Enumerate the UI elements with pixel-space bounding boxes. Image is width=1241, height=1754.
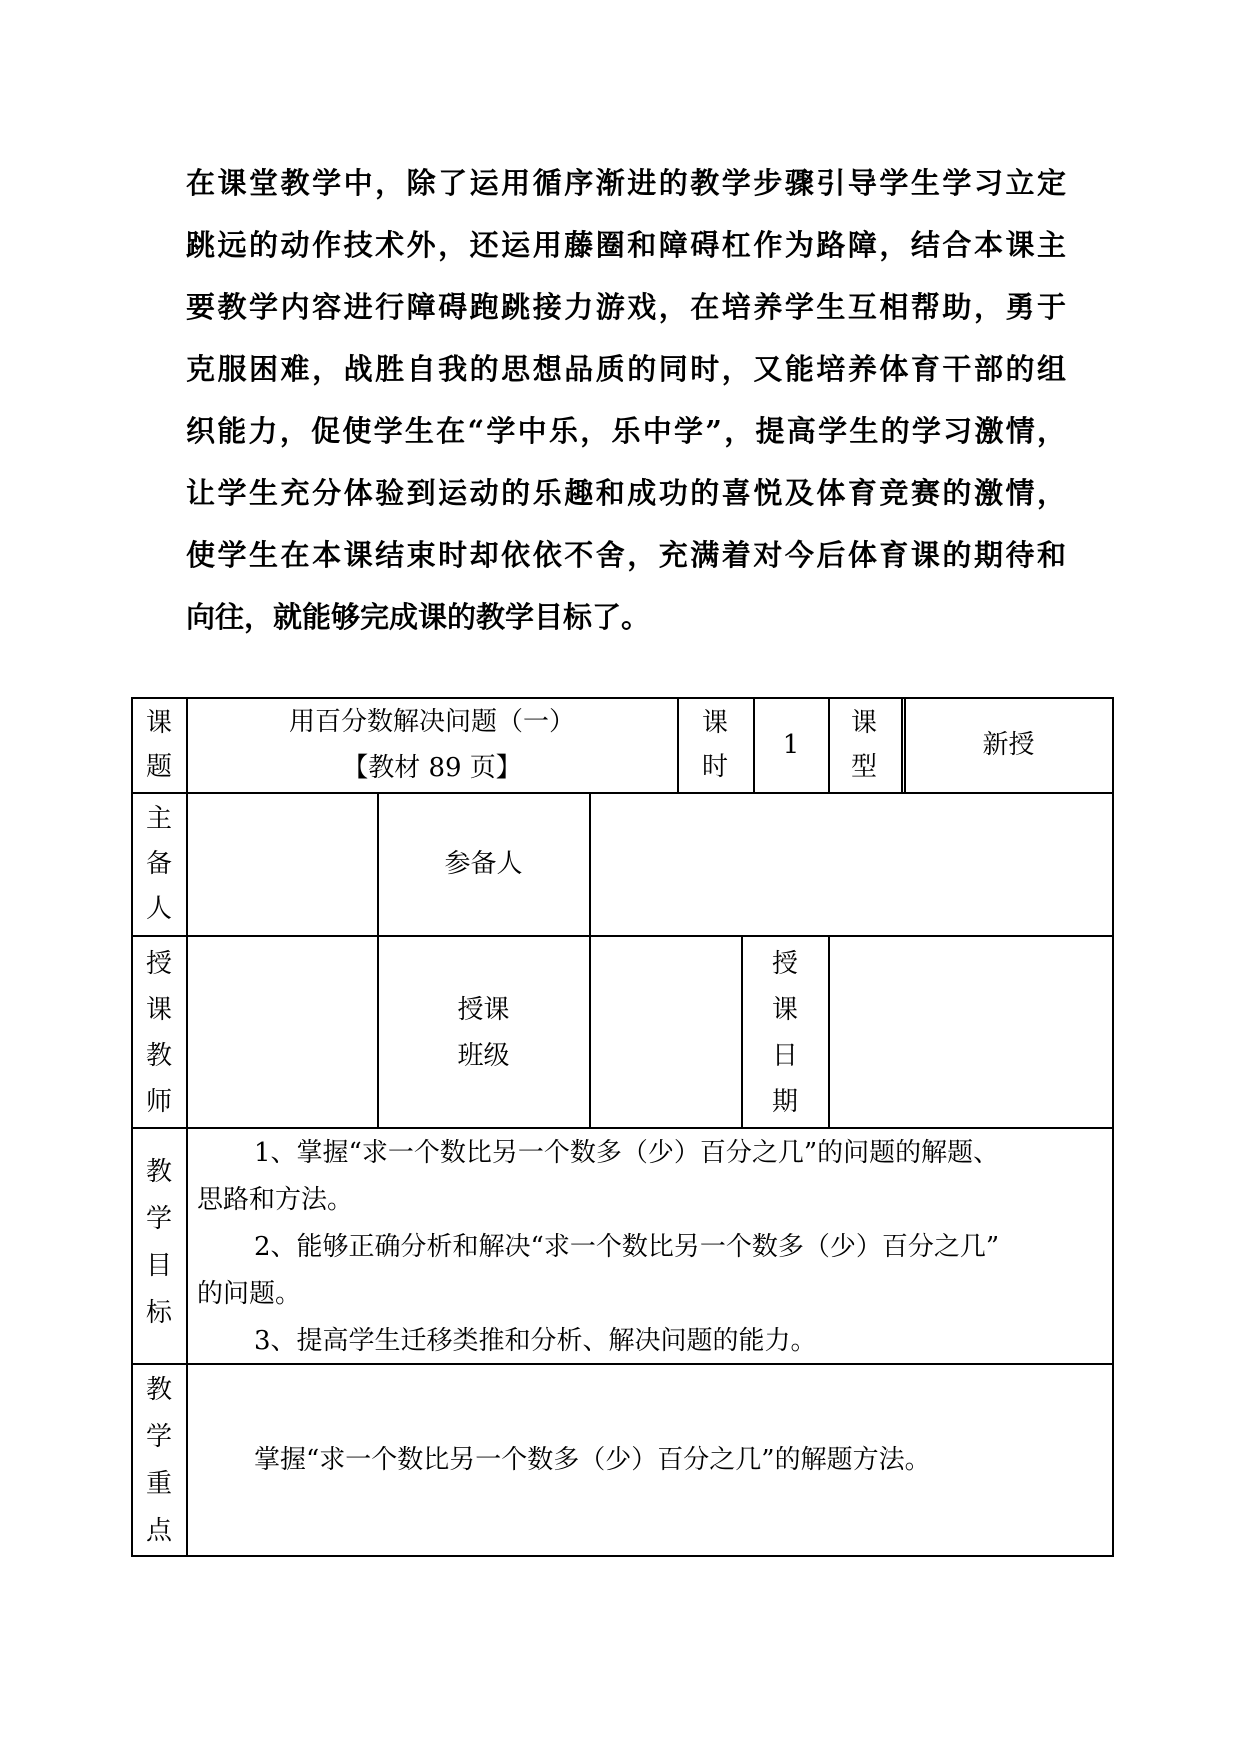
class-label-line1: 授课 xyxy=(457,995,510,1025)
type-label: 课 型 xyxy=(850,708,877,782)
focus-label: 教 学 重 点 xyxy=(145,1375,172,1546)
table-rule xyxy=(677,697,679,793)
table-rule xyxy=(131,935,1114,937)
table-rule xyxy=(131,697,133,1557)
type-value: 新授 xyxy=(982,730,1035,760)
topic-label-text: 课 题 xyxy=(145,708,172,782)
hours-label: 课 时 xyxy=(701,708,728,782)
lead-preparer-label: 主 备 人 xyxy=(145,804,172,924)
goal-1: 1、掌握“求一个数比另一个数多（少）百分之几”的问题的解题、 xyxy=(254,1138,1000,1168)
table-rule xyxy=(131,1127,1114,1129)
topic-textbook-page: 【教材 89 页】 xyxy=(342,753,522,783)
table-rule xyxy=(828,697,830,793)
intro-line: 让学生充分体验到运动的乐趣和成功的喜悦及体育竞赛的激情， xyxy=(186,476,1066,510)
intro-line: 使学生在本课结束时却依依不舍，充满着对今后体育课的期待和 xyxy=(186,538,1066,572)
topic-title: 用百分数解决问题（一） xyxy=(288,707,575,737)
intro-paragraph xyxy=(186,152,1066,648)
goal-2: 2、能够正确分析和解决“求一个数比另一个数多（少）百分之几” xyxy=(254,1232,1000,1262)
table-rule xyxy=(741,935,743,1128)
table-rule xyxy=(186,697,188,1557)
class-label-line2: 班级 xyxy=(457,1041,510,1071)
table-rule xyxy=(1112,697,1114,1557)
intro-line: 在课堂教学中，除了运用循序渐进的教学步骤引导学生学习立定 xyxy=(186,166,1066,200)
goal-2-continued: 的问题。 xyxy=(197,1279,302,1309)
goals-label: 教 学 目 标 xyxy=(145,1157,172,1328)
hours-value: 1 xyxy=(782,730,800,760)
focus-text: 掌握“求一个数比另一个数多（少）百分之几”的解题方法。 xyxy=(254,1445,931,1475)
table-rule xyxy=(589,792,591,1128)
assist-preparer-label: 参备人 xyxy=(444,849,523,879)
goal-1-continued: 思路和方法。 xyxy=(197,1185,354,1215)
goal-3: 3、提高学生迁移类推和分析、解决问题的能力。 xyxy=(254,1326,817,1356)
intro-line: 织能力，促使学生在“学中乐，乐中学”，提高学生的学习激情， xyxy=(186,414,1066,448)
intro-line: 向往，就能够完成课的教学目标了。 xyxy=(186,600,651,634)
intro-line: 克服困难，战胜自我的思想品质的同时，又能培养体育干部的组 xyxy=(186,352,1066,386)
table-rule xyxy=(131,792,1114,794)
intro-line: 要教学内容进行障碍跑跳接力游戏，在培养学生互相帮助，勇于 xyxy=(186,290,1066,324)
teacher-label: 授 课 教 师 xyxy=(145,949,172,1117)
table-rule xyxy=(828,935,830,1128)
lesson-plan-table xyxy=(131,697,1114,1557)
table-rule xyxy=(901,697,903,793)
table-rule xyxy=(131,1555,1114,1557)
intro-line: 跳远的动作技术外，还运用藤圈和障碍杠作为路障，结合本课主 xyxy=(186,228,1066,262)
topic-label xyxy=(139,701,179,789)
date-label: 授 课 日 期 xyxy=(771,949,798,1117)
